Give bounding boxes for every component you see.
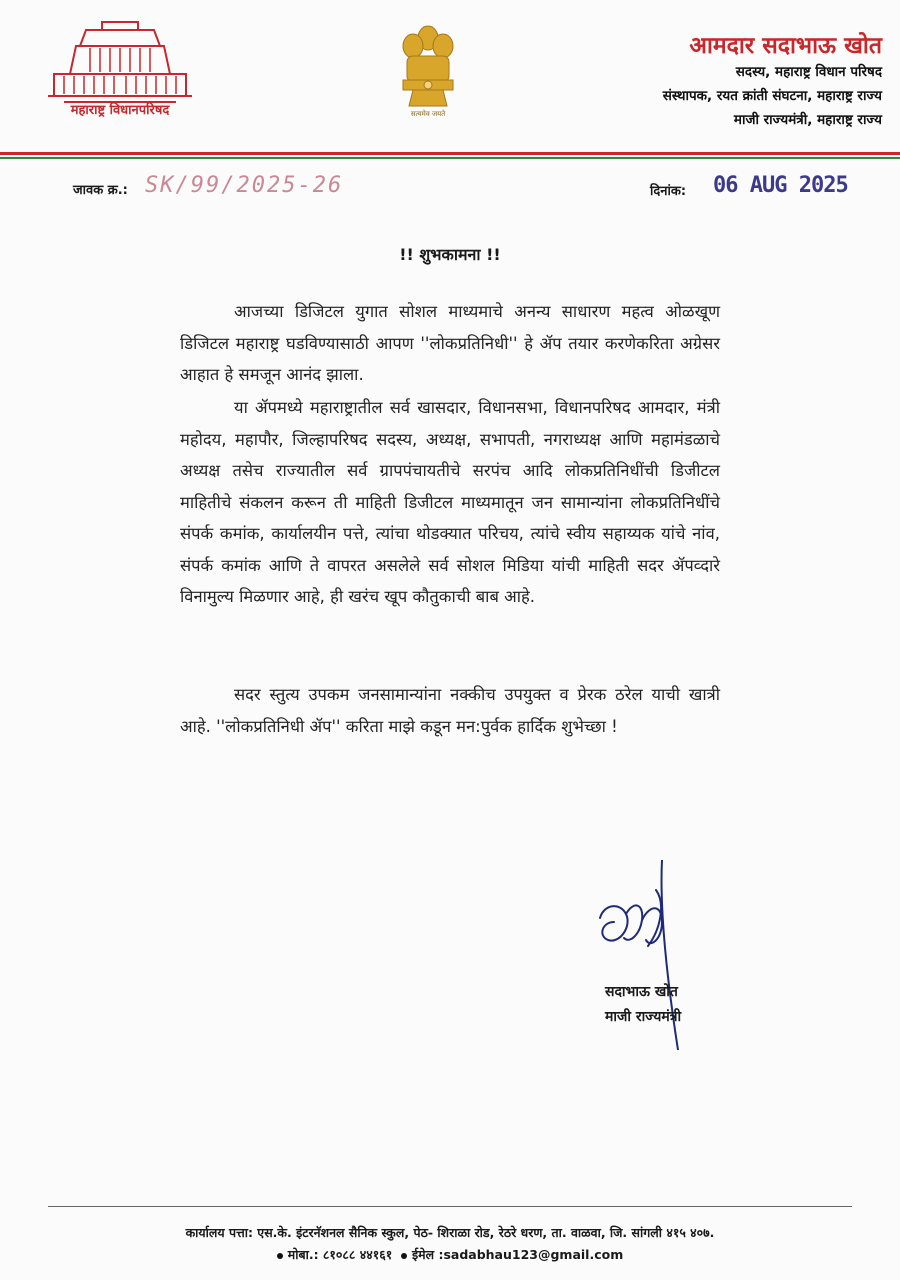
footer-address: कार्यालय पत्ता: एस.के. इंटरनॅशनल सैनिक स्कुल, पेठ- शिराळा रोड, रेठरे धरण, ता. वाळवा, जि. सांगली ४१५ ४०७. [185, 1225, 715, 1240]
left-logo-caption: महाराष्ट्र विधानपरिषद [70, 103, 170, 118]
designation-line: माजी राज्यमंत्री, महाराष्ट्र राज्य [733, 112, 882, 128]
footer-contact [0, 1246, 900, 1263]
body-paragraph: या ॲपमध्ये महाराष्ट्रातील सर्व खासदार, विधानसभा, विधानपरिषद आमदार, मंत्री महोदय, महापौर, जिल्हापरिषद सदस्य, अध्यक्ष, सभापती, नगराध्यक्ष आणि महामंडळाचे अध्यक्ष तसेच राज्यातील सर्व ग्रापपंचायतीचे सरपंच आदि लोकप्रतिनिधींची डिजीटल माहितीचे संकलन करून ती माहिती डिजीटल माध्यमातून जन सामान्यांना लोकप्रतिनिधींचे संपर्क कमांक, कार्यालयीन पत्ते, त्यांचा थोडक्यात परिचय, त्यांचे स्वीय सहाय्यक यांचे नांव, संपर्क कमांक आणि ते वापरत असलेले सर्व सोशल मिडिया यांची माहिती सदर ॲपव्दारे विनामुल्य मिळणार आहे, ही खरंच खूप कौतुकाची बाब आहे. [180, 398, 720, 606]
header-divider-red [0, 152, 900, 155]
footer-divider [48, 1206, 852, 1207]
footer-email[interactable]: ईमेल :sadabhau123@gmail.com [412, 1247, 624, 1262]
signatory-title: माजी राज्यमंत्री [605, 1009, 682, 1025]
greeting-heading: !! शुभकामना !! [399, 245, 501, 264]
signatory-name: सदाभाऊ खोत [605, 984, 678, 1000]
body-paragraph: सदर स्तुत्य उपकम जनसामान्यांना नक्कीच उपयुक्त व प्रेरक ठरेल याची खात्री आहे. ''लोकप्रतिनिधी ॲप'' करिता माझे कडून मन:पुर्वक हार्दिक शुभेच्छा ! [180, 685, 720, 736]
date-label: दिनांक: [650, 184, 687, 199]
bullet-icon [401, 1253, 407, 1259]
designation-line: सदस्य, महाराष्ट्र विधान परिषद [735, 64, 882, 80]
designation-line: संस्थापक, रयत क्रांती संघटना, महाराष्ट्र राज्य [662, 88, 882, 104]
letterhead-name: आमदार सदाभाऊ खोत [689, 33, 882, 59]
date-stamp: 06 AUG 2025 [713, 173, 848, 198]
reference-label: जावक क्र.: [73, 183, 128, 198]
emblem-motto: सत्यमेव जयते [410, 110, 446, 118]
reference-number: SK/99/2025-26 [145, 173, 344, 198]
footer-phone: मोबा.: ८१०८८ ४४१६१ [287, 1247, 393, 1262]
body-paragraph: आजच्या डिजिटल युगात सोशल माध्यमाचे अनन्य साधारण महत्व ओळखूण डिजिटल महाराष्ट्र घडविण्यासाठी आपण ''लोकप्रतिनिधी'' हे ॲप तयार करणेकरिता अग्रेसर आहात हे समजून आनंद झाला. [180, 302, 720, 384]
header-divider-green [0, 157, 900, 159]
national-emblem-icon [395, 22, 461, 118]
bullet-icon [277, 1253, 283, 1259]
